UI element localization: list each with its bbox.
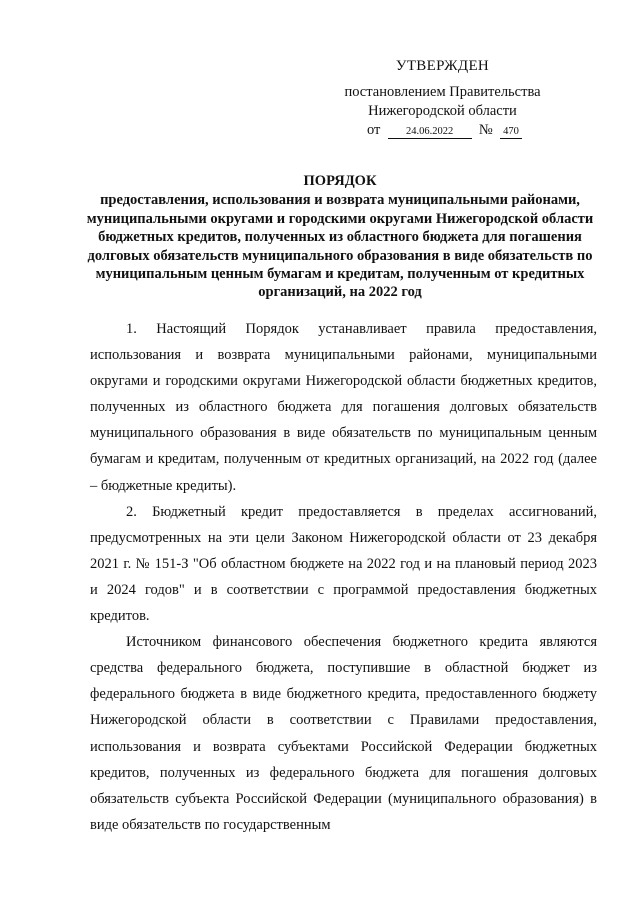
number-sign: № (478, 122, 493, 138)
title-subtitle: предоставления, использования и возврата муниципальными районами, муниципальными округами и городскими округами Нижегородской области бюджетных кредитов, полученных из областного бюджета для погашения долговых обязательств муниципального образования в виде обязательств по муниципальным ценным бумагам и кредитам, полученным от кредитных организаций, на 2022 год (86, 192, 594, 301)
paragraph-1: 1. Настоящий Порядок устанавливает правила предоставления, использования и возврата муниципальными районами, муниципальными округами и городскими округами Нижегородской области бюджетных кредитов, полученных из областного бюджета для погашения долговых обязательств муниципального образования в виде обязательств по муниципальным ценным бумагам и кредитам, полученным от кредитных организаций, на 2022 год (далее – бюджетные кредиты). (90, 321, 597, 494)
paragraph-3: Источником финансового обеспечения бюджетного кредита являются средства федерального бюджета, поступившие в областной бюджет из федерального бюджета в виде бюджетного кредита, предоставленного бюджету Нижегородской области в соответствии с Правилами предоставления, использования и возврата субъектами Российской Федерации бюджетных кредитов, полученных из федерального бюджета для погашения долговых обязательств субъекта Российской Федерации (муниципального образования) в виде обязательств по государственным (90, 634, 597, 833)
decree-number: 470 (500, 125, 522, 139)
document-title (80, 172, 600, 302)
from-prefix: от (367, 122, 381, 138)
approval-reference (335, 121, 550, 140)
decree-date: 24.06.2022 (388, 125, 472, 139)
approval-line-1: постановлением Правительства (344, 84, 541, 100)
approval-stamp (335, 57, 550, 140)
document-body (90, 316, 597, 838)
title-heading: ПОРЯДОК (303, 173, 377, 189)
approval-line-2: Нижегородской области (368, 103, 517, 119)
paragraph-2: 2. Бюджетный кредит предоставляется в пределах ассигнований, предусмотренных на эти цели Законом Нижегородской области от 23 декабря 2021 г. № 151-З "Об областном бюджете на 2022 год и на плановый период 2023 и 2024 годов" и в соответствии с программой предоставления бюджетных кредитов. (90, 503, 597, 625)
approved-label: УТВЕРЖДЕН (395, 58, 490, 74)
